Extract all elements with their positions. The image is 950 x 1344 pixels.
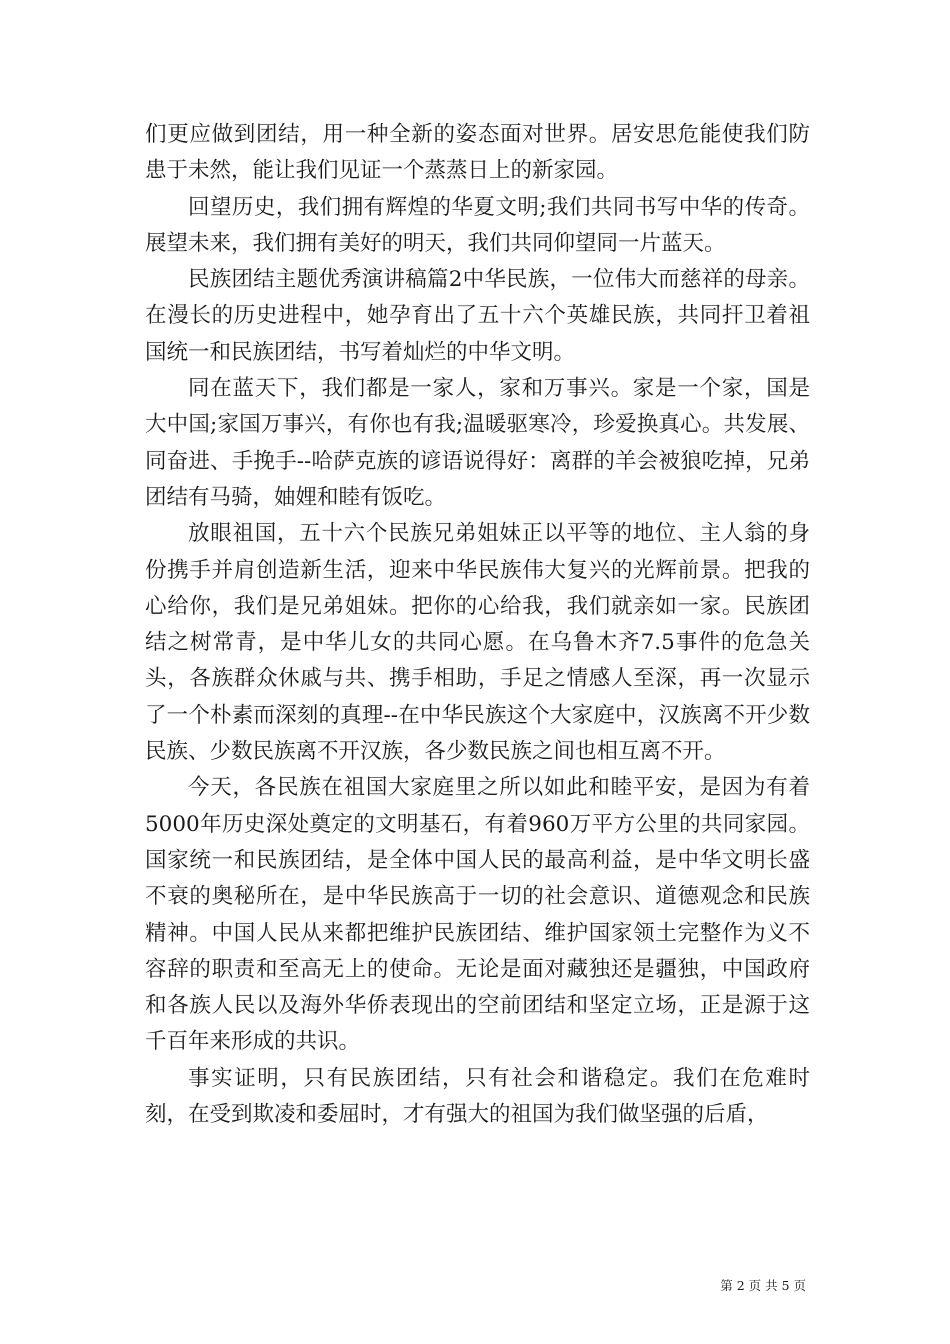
page-number-footer: 第 2 页 共 5 页 [720,1278,806,1293]
paragraph-7: 事实证明，只有民族团结，只有社会和谐稳定。我们在危难时刻，在受到欺凌和委屈时，才有强大的祖国为我们做坚强的后盾， [145,1065,810,1128]
document-body [145,117,810,1133]
paragraph-2: 回望历史，我们拥有辉煌的华夏文明;我们共同书写中华的传奇。展望未来，我们拥有美好的明天，我们共同仰望同一片蓝天。 [145,194,810,256]
paragraph-6: 今天，各民族在祖国大家庭里之所以如此和睦平安，是因为有着5000年历史深处奠定的文明基石，有着960万平方公里的共同家园。国家统一和民族团结，是全体中国人民的最高利益，是中华文明长盛不衰的奥秘所在，是中华民族高于一切的社会意识、道德观念和民族精神。中国人民从来都把维护民族团结、维护国家领土完整作为义不容辞的职责和至高无上的使命。无论是面对藏独还是疆独，中国政府和各族人民以及海外华侨表现出的空前团结和坚定立场，正是源于这千百年来形成的共识。 [145,775,810,1055]
paragraph-3: 民族团结主题优秀演讲稿篇2中华民族，一位伟大而慈祥的母亲。在漫长的历史进程中，她孕育出了五十六个英雄民族，共同扞卫着祖国统一和民族团结，书写着灿烂的中华文明。 [145,267,810,365]
paragraph-5: 放眼祖国，五十六个民族兄弟姐妹正以平等的地位、主人翁的身份携手并肩创造新生活，迎来中华民族伟大复兴的光辉前景。把我的心给你，我们是兄弟姐妹。把你的心给我，我们就亲如一家。民族团结之树常青，是中华儿女的共同心愿。在乌鲁木齐7.5事件的危急关头，各族群众休戚与共、携手相助，手足之情感人至深，再一次显示了一个朴素而深刻的真理--在中华民族这个大家庭中，汉族离不开少数民族、少数民族离不开汉族，各少数民族之间也相互离不开。 [145,521,810,765]
paragraph-4: 同在蓝天下，我们都是一家人，家和万事兴。家是一个家，国是大中国;家国万事兴，有你也有我;温暖驱寒冷，珍爱换真心。共发展、同奋进、手挽手--哈萨克族的谚语说得好：离群的羊会被狼吃掉，兄弟团结有马骑，妯娌和睦有饭吃。 [145,376,810,510]
paragraph-1: 们更应做到团结，用一种全新的姿态面对世界。居安思危能使我们防患于未然，能让我们见证一个蒸蒸日上的新家园。 [145,122,810,184]
